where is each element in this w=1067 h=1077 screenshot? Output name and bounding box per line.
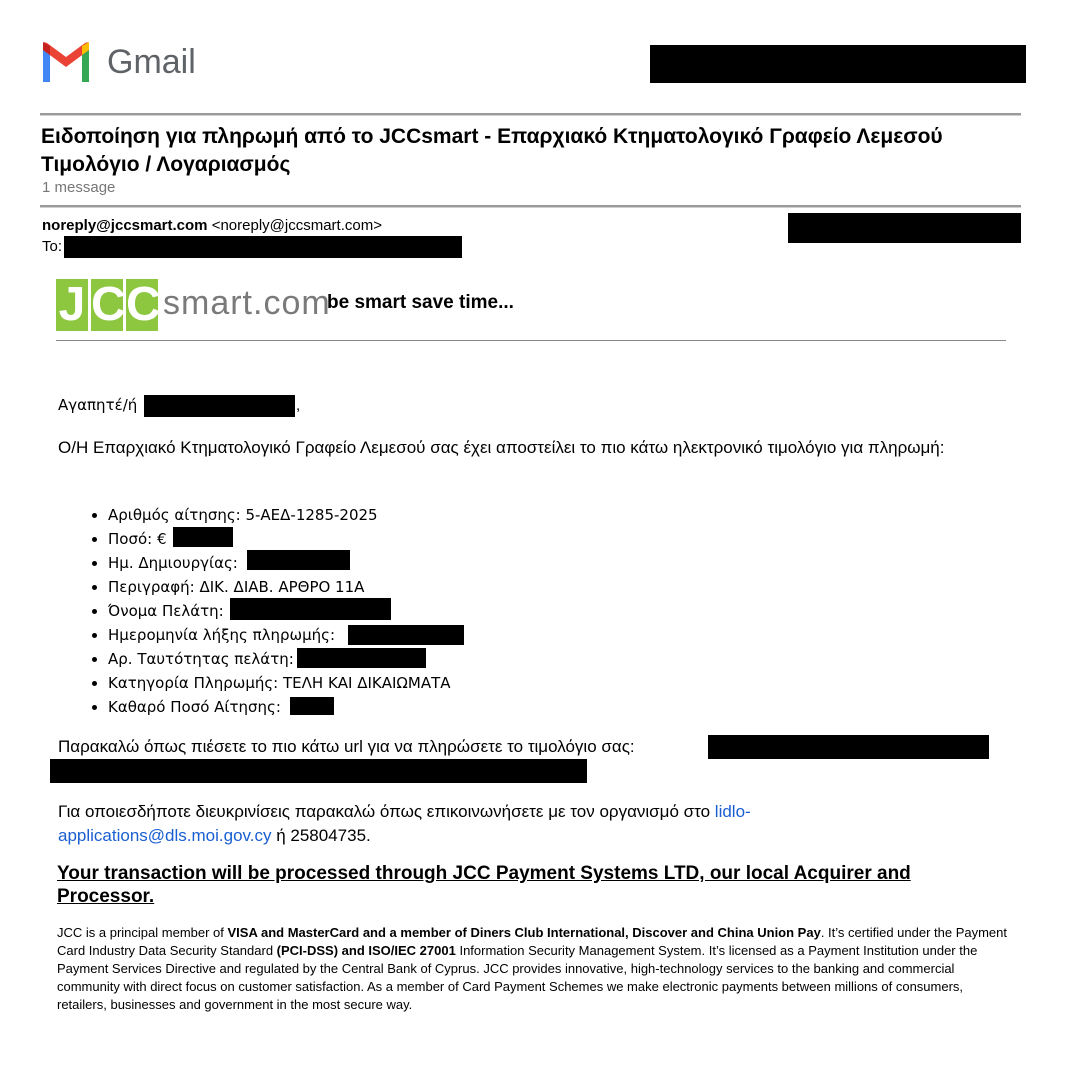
contact-email-link[interactable]: lidlo-applications@dls.moi.gov.cy	[58, 802, 751, 845]
sender-address: <noreply@jccsmart.com>	[211, 217, 382, 234]
redacted-id-number	[297, 648, 426, 668]
redacted-date	[788, 213, 1021, 243]
gmail-wordmark: Gmail	[107, 43, 196, 81]
list-item: • Κατηγορία Πληρωμής: ΤΕΛΗ ΚΑΙ ΔΙΚΑΙΩΜΑΤΑ	[108, 671, 451, 695]
redacted-account	[650, 45, 1026, 83]
list-item: • Αριθμός αίτησης: 5-ΑΕΔ-1285-2025	[108, 503, 451, 527]
list-item: • Καθαρό Ποσό Αίτησης:	[108, 695, 451, 719]
email-subject: Ειδοποίηση για πληρωμή από το JCCsmart - Επαρχιακό Κτηματολογικό Γραφείο Λεμεσού Τιμολόγιο / Λογαριασμός	[41, 125, 943, 176]
redacted-recipient	[64, 236, 462, 258]
redacted-amount	[173, 527, 233, 547]
disclaimer-text: . It’s certified under the Payment Card Industry Data Security Standard	[57, 925, 1008, 958]
contact-paragraph	[58, 800, 938, 848]
intro-paragraph: Ο/Η Επαρχιακό Κτηματολογικό Γραφείο Λεμεσού σας έχει αποστείλει το πιο κάτω ηλεκτρονικό τιμολόγιο για πληρωμή:	[58, 438, 945, 457]
jcc-tagline: be smart save time...	[327, 292, 514, 313]
redacted-payment-url[interactable]	[50, 759, 587, 783]
transaction-heading: Your transaction will be processed through JCC Payment Systems LTD, our local Acquirer and Processor.	[57, 863, 911, 907]
contact-suffix: ή 25804735.	[271, 826, 371, 845]
list-item: • Ημερομηνία λήξης πληρωμής:	[108, 623, 451, 647]
redacted-customer-name	[144, 395, 295, 417]
list-item: • Ποσό: €	[108, 527, 451, 551]
sender-name: noreply@jccsmart.com	[42, 217, 208, 234]
redacted-creation-date	[247, 550, 350, 570]
list-item: • Ημ. Δημιουργίας:	[108, 551, 451, 575]
message-count: 1 message	[42, 179, 116, 196]
redacted-client-name	[230, 598, 391, 620]
redacted-due-date	[348, 625, 464, 645]
disclaimer-text: JCC is a principal member of	[57, 925, 228, 940]
gmail-logo-icon	[40, 42, 92, 82]
sender	[42, 217, 382, 234]
payment-instruction: Παρακαλώ όπως πιέσετε το πιο κάτω url για να πληρώσετε το τιμολόγιο σας:	[58, 737, 635, 756]
list-item: • Περιγραφή: ΔΙΚ. ΔΙΑΒ. ΑΡΘΡΟ 11Α	[108, 575, 451, 599]
jcc-logo-letter: C	[91, 278, 126, 331]
disclaimer-text: Information Security Management System. It’s licensed as a Payment Institution under the Payment Services Directive and regulated by the Central Bank of Cyprus. JCC provides innovative, high-technology services to the banking and commercial community with direct focus on customer satisfaction. As a member of Card Payment Schemes we make electronic payments between millions of consumers, retailers, businesses and government in the most secure way.	[57, 943, 978, 1012]
jcc-logo-letter: J	[56, 279, 88, 331]
divider	[40, 205, 1021, 208]
divider	[40, 113, 1021, 116]
jcc-logo-suffix: smart.com	[163, 284, 331, 322]
recipient-line	[42, 238, 62, 255]
greeting	[58, 396, 137, 414]
jcc-logo-letter: C	[126, 278, 161, 331]
disclaimer-bold: VISA and MasterCard and a member of Diners Club International, Discover and China Union Pay	[227, 925, 821, 940]
list-item: • Αρ. Ταυτότητας πελάτη:	[108, 647, 451, 671]
banner-divider	[56, 340, 1006, 341]
jcc-disclaimer	[57, 924, 1007, 1014]
jcc-logo	[56, 278, 161, 331]
redacted-net-amount	[290, 697, 334, 715]
disclaimer-bold: (PCI-DSS) and ISO/IEC 27001	[276, 943, 456, 958]
contact-prefix: Για οποιεσδήποτε διευκρινίσεις παρακαλώ όπως επικοινωνήσετε με τον οργανισμό στο	[58, 802, 715, 821]
greeting-comma: ,	[296, 397, 301, 414]
list-item: • Όνομα Πελάτη:	[108, 599, 451, 623]
greeting-text: Αγαπητέ/ή	[58, 396, 138, 414]
to-label: To:	[42, 238, 63, 255]
redacted-payment-url[interactable]	[708, 735, 989, 759]
